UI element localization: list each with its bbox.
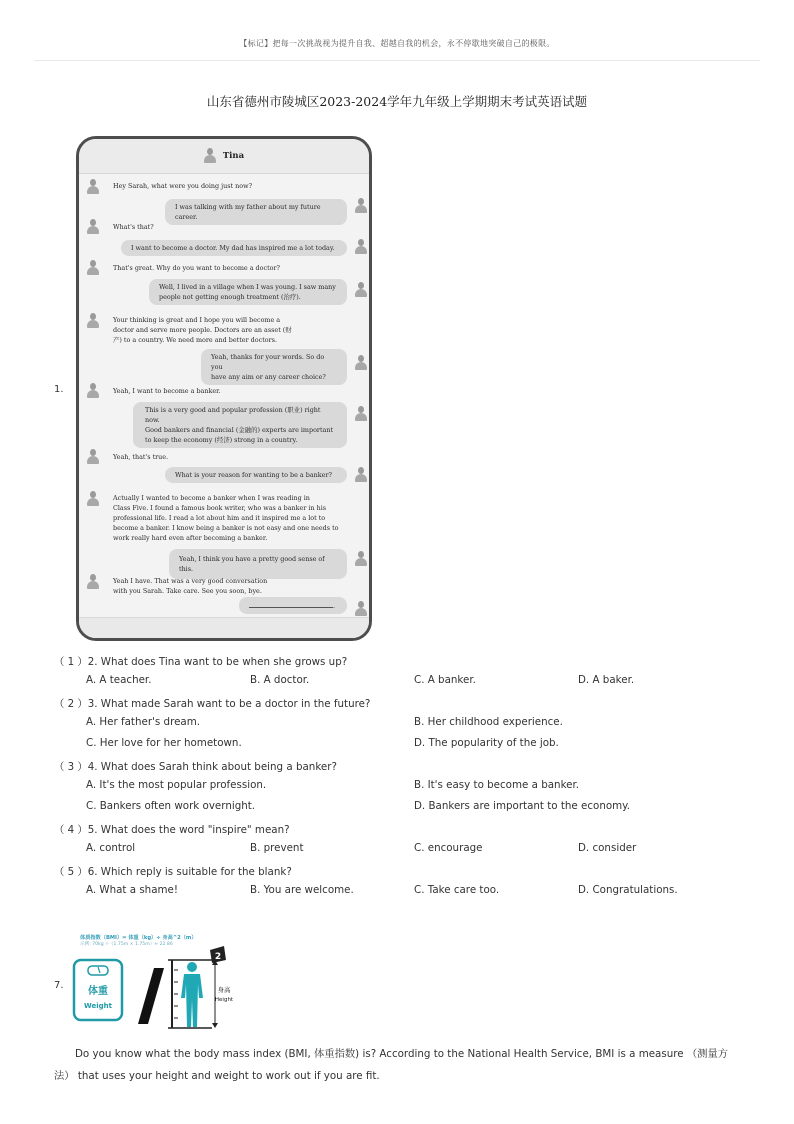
option[interactable]: C. Her love for her hometown. bbox=[86, 737, 242, 749]
question-stem: （ 2 ）3. What made Sarah want to be a doctor in the future? bbox=[54, 698, 371, 710]
sarah-avatar-icon bbox=[355, 406, 367, 421]
chat-message: That's great. Why do you want to become a doctor? bbox=[113, 264, 280, 272]
chat-message: Yeah, that's true. bbox=[113, 453, 169, 461]
chat-bubble: Well, I lived in a village when I was young. I saw many people not getting enough treatment (治疗). bbox=[149, 279, 347, 305]
answer-blank bbox=[249, 600, 333, 608]
option[interactable]: B. It's easy to become a banker. bbox=[414, 779, 580, 791]
scale-icon bbox=[74, 960, 122, 1020]
chat-screenshot bbox=[76, 136, 372, 641]
chat-footer bbox=[79, 617, 369, 638]
chat-message: Yeah, I want to become a banker. bbox=[113, 387, 221, 395]
svg-text:体重: 体重 bbox=[88, 986, 108, 997]
sarah-avatar-icon bbox=[355, 355, 367, 370]
option[interactable]: C. Take care too. bbox=[414, 884, 500, 896]
contact-avatar-icon bbox=[204, 148, 216, 163]
option[interactable]: A. control bbox=[86, 842, 136, 854]
header-divider bbox=[34, 60, 760, 61]
svg-text:身高: 身高 bbox=[217, 986, 231, 994]
option[interactable]: D. Bankers are important to the economy. bbox=[414, 800, 631, 812]
bmi-figure bbox=[72, 932, 242, 1032]
option[interactable]: C. encourage bbox=[414, 842, 483, 854]
question-stem: （ 3 ）4. What does Sarah think about being a banker? bbox=[54, 761, 337, 773]
option[interactable]: B. You are welcome. bbox=[250, 884, 354, 896]
chat-message: Hey Sarah, what were you doing just now? bbox=[113, 182, 253, 190]
svg-text:2: 2 bbox=[214, 952, 222, 962]
divide-slash bbox=[138, 968, 164, 1024]
option[interactable]: A. Her father's dream. bbox=[86, 716, 201, 728]
tina-avatar-icon bbox=[87, 313, 99, 328]
sarah-avatar-icon bbox=[355, 282, 367, 297]
chat-message: Yeah I have. That was a very good conversation with you Sarah. Take care. See you soon, bye. bbox=[113, 577, 268, 595]
chat-message: What's that? bbox=[113, 223, 154, 231]
question-7-number: 7. bbox=[54, 980, 64, 991]
sarah-avatar-icon bbox=[355, 601, 367, 616]
svg-text:Height: Height bbox=[214, 997, 234, 1003]
chat-header bbox=[79, 139, 369, 174]
sarah-avatar-icon bbox=[355, 198, 367, 213]
chat-bubble: I want to become a doctor. My dad has inspired me a lot today. bbox=[121, 240, 347, 256]
option[interactable]: B. Her childhood experience. bbox=[414, 716, 563, 728]
question-stem: （ 1 ）2. What does Tina want to be when she grows up? bbox=[54, 656, 348, 668]
option[interactable]: C. Bankers often work overnight. bbox=[86, 800, 256, 812]
chat-bubble: Yeah, thanks for your words. So do you have any aim or any career choice? bbox=[201, 349, 347, 385]
option[interactable]: A. What a shame! bbox=[86, 884, 179, 896]
contact-name: Tina bbox=[222, 151, 245, 161]
option[interactable]: D. A baker. bbox=[578, 674, 635, 686]
chat-message: Actually I wanted to become a banker when I was reading in Class Five. I found a famous book writer, who was a banker in his professional life. I read a lot about him and it inspired me a lot to become a banker. I know being a banker is not easy and one needs to work really hard even after becoming a banker. bbox=[113, 494, 339, 542]
option[interactable]: B. prevent bbox=[250, 842, 304, 854]
chat-bubble: Yeah, I think you have a pretty good sense of this. bbox=[169, 549, 347, 579]
tina-avatar-icon bbox=[87, 449, 99, 464]
chat-message: Your thinking is great and I hope you will become a doctor and serve more people. Doctors are an asset (财 产) to a country. We need more and better doctors. bbox=[113, 316, 292, 344]
tina-avatar-icon bbox=[87, 219, 99, 234]
tina-avatar-icon bbox=[87, 491, 99, 506]
sarah-avatar-icon bbox=[355, 467, 367, 482]
chat-bubble: What is your reason for wanting to be a banker? bbox=[165, 467, 347, 483]
passage-paragraph: Do you know what the body mass index (BMI, 体重指数) is? According to the National Health Service, BMI is a measure （测量方法） that uses your height and weight to work out if you are fit. bbox=[54, 1048, 729, 1082]
question-stem: （ 4 ）5. What does the word "inspire" mean? bbox=[54, 824, 290, 836]
sarah-avatar-icon bbox=[355, 239, 367, 254]
sarah-avatar-icon bbox=[355, 551, 367, 566]
tina-avatar-icon bbox=[87, 383, 99, 398]
option[interactable]: B. A doctor. bbox=[250, 674, 310, 686]
header-note: 【标记】把每一次挑战视为提升自我、超越自我的机会，永不停歇地突破自己的极限。 bbox=[239, 39, 555, 48]
option[interactable]: C. A banker. bbox=[414, 674, 476, 686]
bmi-example: 示例: 70kg ÷（1.75m × 1.75m）≈ 22.86 bbox=[80, 942, 173, 947]
document-title: 山东省德州市陵城区2023-2024学年九年级上学期期末考试英语试题 bbox=[206, 94, 588, 109]
chat-bubble: This is a very good and popular profession (职业) right now. Good bankers and financial (金融的) experts are important to keep the economy (经济) strong in a country. bbox=[133, 402, 347, 448]
option[interactable]: A. It's the most popular profession. bbox=[86, 779, 267, 791]
height-figure-icon bbox=[168, 946, 234, 1028]
tina-avatar-icon bbox=[87, 574, 99, 589]
chat-bubble-blank: . bbox=[239, 597, 347, 614]
bmi-formula: 体质指数（BMI）= 体重（kg）÷ 身高^2（m） bbox=[80, 935, 197, 941]
option[interactable]: D. Congratulations. bbox=[578, 884, 678, 896]
question-stem: （ 5 ）6. Which reply is suitable for the blank? bbox=[54, 866, 292, 878]
svg-text:Weight: Weight bbox=[84, 1002, 112, 1010]
option[interactable]: D. The popularity of the job. bbox=[414, 737, 559, 749]
option[interactable]: D. consider bbox=[578, 842, 637, 854]
tina-avatar-icon bbox=[87, 260, 99, 275]
chat-bubble: I was talking with my father about my future career. bbox=[165, 199, 347, 225]
bmi-illustration bbox=[72, 932, 242, 1032]
question-1-number: 1. bbox=[54, 384, 64, 395]
tina-avatar-icon bbox=[87, 179, 99, 194]
option[interactable]: A. A teacher. bbox=[86, 674, 152, 686]
